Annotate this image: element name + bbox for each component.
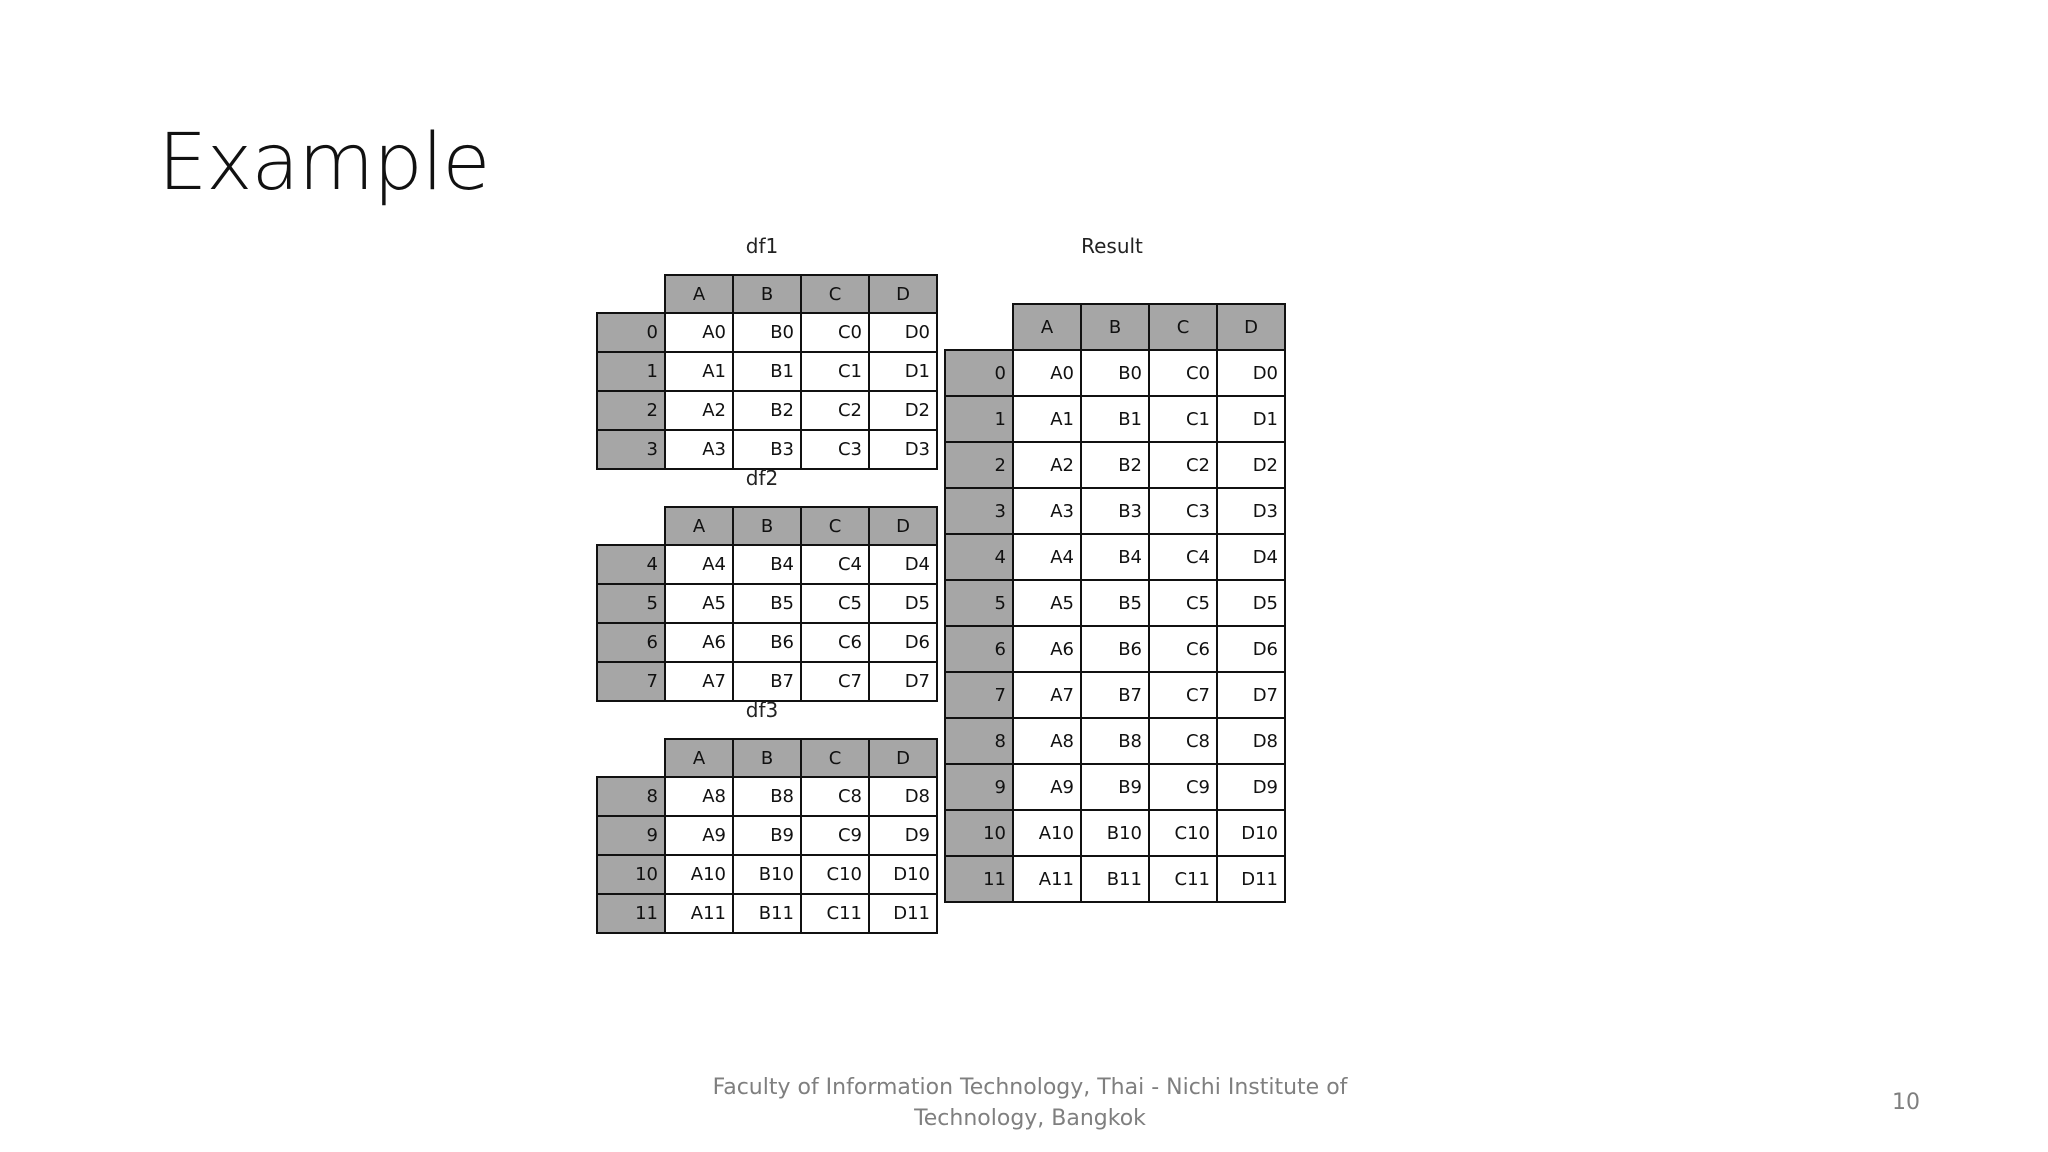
column-header: A xyxy=(664,274,734,314)
slide-title: Example xyxy=(158,118,490,208)
row-index: 1 xyxy=(596,351,666,392)
table-cell: D7 xyxy=(868,661,938,702)
footer-institution: Faculty of Information Technology, Thai - Nichi Institute of Technology, Bangkok xyxy=(712,1075,1348,1131)
table-cell: C0 xyxy=(1148,349,1218,397)
row-index: 6 xyxy=(596,622,666,663)
table-cell: B0 xyxy=(1080,349,1150,397)
row-index: 7 xyxy=(944,671,1014,719)
table-cell: B4 xyxy=(732,544,802,585)
table-cell: C1 xyxy=(1148,395,1218,443)
column-header: D xyxy=(1216,303,1286,351)
row-index: 8 xyxy=(944,717,1014,765)
df3-caption: df3 xyxy=(745,698,779,722)
df1-table xyxy=(596,274,936,468)
table-cell: B5 xyxy=(1080,579,1150,627)
table-cell: D3 xyxy=(1216,487,1286,535)
table-cell: C10 xyxy=(1148,809,1218,857)
row-index: 4 xyxy=(944,533,1014,581)
table-cell: C6 xyxy=(1148,625,1218,673)
column-header: D xyxy=(868,506,938,546)
table-cell: C8 xyxy=(800,776,870,817)
row-index: 3 xyxy=(596,429,666,470)
result-table xyxy=(944,303,1284,901)
df2-caption: df2 xyxy=(745,466,779,490)
table-cell: B2 xyxy=(1080,441,1150,489)
table-cell: D9 xyxy=(868,815,938,856)
column-header: B xyxy=(1080,303,1150,351)
table-cell: B10 xyxy=(732,854,802,895)
column-header: B xyxy=(732,738,802,778)
table-cell: C1 xyxy=(800,351,870,392)
table-cell: A4 xyxy=(664,544,734,585)
row-index: 11 xyxy=(944,855,1014,903)
table-cell: A9 xyxy=(664,815,734,856)
table-cell: D6 xyxy=(1216,625,1286,673)
row-index: 2 xyxy=(944,441,1014,489)
table-cell: B1 xyxy=(1080,395,1150,443)
table-cell: C11 xyxy=(1148,855,1218,903)
row-index: 3 xyxy=(944,487,1014,535)
table-cell: D3 xyxy=(868,429,938,470)
column-header: D xyxy=(868,738,938,778)
table-cell: B9 xyxy=(732,815,802,856)
row-index: 10 xyxy=(596,854,666,895)
table-cell: B3 xyxy=(1080,487,1150,535)
table-cell: B0 xyxy=(732,312,802,353)
table-cell: D11 xyxy=(868,893,938,934)
table-cell: A8 xyxy=(664,776,734,817)
row-index: 9 xyxy=(596,815,666,856)
table-cell: A7 xyxy=(664,661,734,702)
row-index: 6 xyxy=(944,625,1014,673)
row-index: 11 xyxy=(596,893,666,934)
table-cell: C3 xyxy=(800,429,870,470)
table-cell: C8 xyxy=(1148,717,1218,765)
table-cell: B8 xyxy=(1080,717,1150,765)
table-cell: A3 xyxy=(664,429,734,470)
table-cell: D4 xyxy=(1216,533,1286,581)
result-caption: Result xyxy=(1081,234,1143,258)
page-number: 10 xyxy=(1892,1090,1920,1115)
table-cell: C10 xyxy=(800,854,870,895)
column-header: B xyxy=(732,274,802,314)
table-cell: C4 xyxy=(1148,533,1218,581)
table-cell: A1 xyxy=(1012,395,1082,443)
table-cell: B6 xyxy=(732,622,802,663)
table-cell: B4 xyxy=(1080,533,1150,581)
table-cell: C11 xyxy=(800,893,870,934)
table-cell: D10 xyxy=(868,854,938,895)
table-cell: B10 xyxy=(1080,809,1150,857)
table-cell: D0 xyxy=(1216,349,1286,397)
table-cell: A8 xyxy=(1012,717,1082,765)
table-cell: A0 xyxy=(664,312,734,353)
row-index: 7 xyxy=(596,661,666,702)
table-cell: C2 xyxy=(1148,441,1218,489)
table-cell: D0 xyxy=(868,312,938,353)
table-cell: C3 xyxy=(1148,487,1218,535)
column-header: C xyxy=(800,274,870,314)
table-cell: B7 xyxy=(1080,671,1150,719)
column-header: A xyxy=(664,506,734,546)
table-cell: C9 xyxy=(1148,763,1218,811)
table-cell: D2 xyxy=(1216,441,1286,489)
table-cell: D1 xyxy=(1216,395,1286,443)
table-cell: D5 xyxy=(1216,579,1286,627)
table-cell: B3 xyxy=(732,429,802,470)
table-cell: D1 xyxy=(868,351,938,392)
row-index: 5 xyxy=(596,583,666,624)
table-cell: B7 xyxy=(732,661,802,702)
table-cell: C6 xyxy=(800,622,870,663)
table-cell: A11 xyxy=(664,893,734,934)
row-index: 9 xyxy=(944,763,1014,811)
table-cell: A4 xyxy=(1012,533,1082,581)
table-cell: D7 xyxy=(1216,671,1286,719)
table-cell: A11 xyxy=(1012,855,1082,903)
table-cell: A5 xyxy=(1012,579,1082,627)
row-index: 1 xyxy=(944,395,1014,443)
row-index: 5 xyxy=(944,579,1014,627)
column-header: C xyxy=(1148,303,1218,351)
table-cell: B6 xyxy=(1080,625,1150,673)
df1-caption: df1 xyxy=(745,234,779,258)
table-cell: A6 xyxy=(664,622,734,663)
table-cell: A5 xyxy=(664,583,734,624)
table-cell: A10 xyxy=(1012,809,1082,857)
table-cell: C0 xyxy=(800,312,870,353)
row-index: 8 xyxy=(596,776,666,817)
table-cell: C9 xyxy=(800,815,870,856)
column-header: A xyxy=(664,738,734,778)
table-cell: D8 xyxy=(1216,717,1286,765)
row-index: 0 xyxy=(944,349,1014,397)
table-cell: C4 xyxy=(800,544,870,585)
table-cell: C7 xyxy=(1148,671,1218,719)
column-header: C xyxy=(800,506,870,546)
row-index: 10 xyxy=(944,809,1014,857)
table-cell: D6 xyxy=(868,622,938,663)
table-cell: B11 xyxy=(1080,855,1150,903)
row-index: 2 xyxy=(596,390,666,431)
df2-table xyxy=(596,506,936,700)
table-cell: A6 xyxy=(1012,625,1082,673)
table-cell: C5 xyxy=(1148,579,1218,627)
table-cell: D8 xyxy=(868,776,938,817)
table-cell: A2 xyxy=(664,390,734,431)
table-cell: C5 xyxy=(800,583,870,624)
table-cell: A3 xyxy=(1012,487,1082,535)
table-cell: B5 xyxy=(732,583,802,624)
table-cell: A10 xyxy=(664,854,734,895)
table-cell: D11 xyxy=(1216,855,1286,903)
table-cell: D2 xyxy=(868,390,938,431)
column-header: A xyxy=(1012,303,1082,351)
table-cell: A7 xyxy=(1012,671,1082,719)
table-cell: A0 xyxy=(1012,349,1082,397)
table-cell: D5 xyxy=(868,583,938,624)
column-header: B xyxy=(732,506,802,546)
column-header: D xyxy=(868,274,938,314)
table-cell: D9 xyxy=(1216,763,1286,811)
column-header: C xyxy=(800,738,870,778)
table-cell: B11 xyxy=(732,893,802,934)
table-cell: D4 xyxy=(868,544,938,585)
table-cell: C7 xyxy=(800,661,870,702)
table-cell: B8 xyxy=(732,776,802,817)
table-cell: D10 xyxy=(1216,809,1286,857)
table-cell: A9 xyxy=(1012,763,1082,811)
row-index: 0 xyxy=(596,312,666,353)
table-cell: B2 xyxy=(732,390,802,431)
table-cell: A2 xyxy=(1012,441,1082,489)
row-index: 4 xyxy=(596,544,666,585)
table-cell: B1 xyxy=(732,351,802,392)
df3-table xyxy=(596,738,936,932)
table-cell: C2 xyxy=(800,390,870,431)
table-cell: A1 xyxy=(664,351,734,392)
table-cell: B9 xyxy=(1080,763,1150,811)
